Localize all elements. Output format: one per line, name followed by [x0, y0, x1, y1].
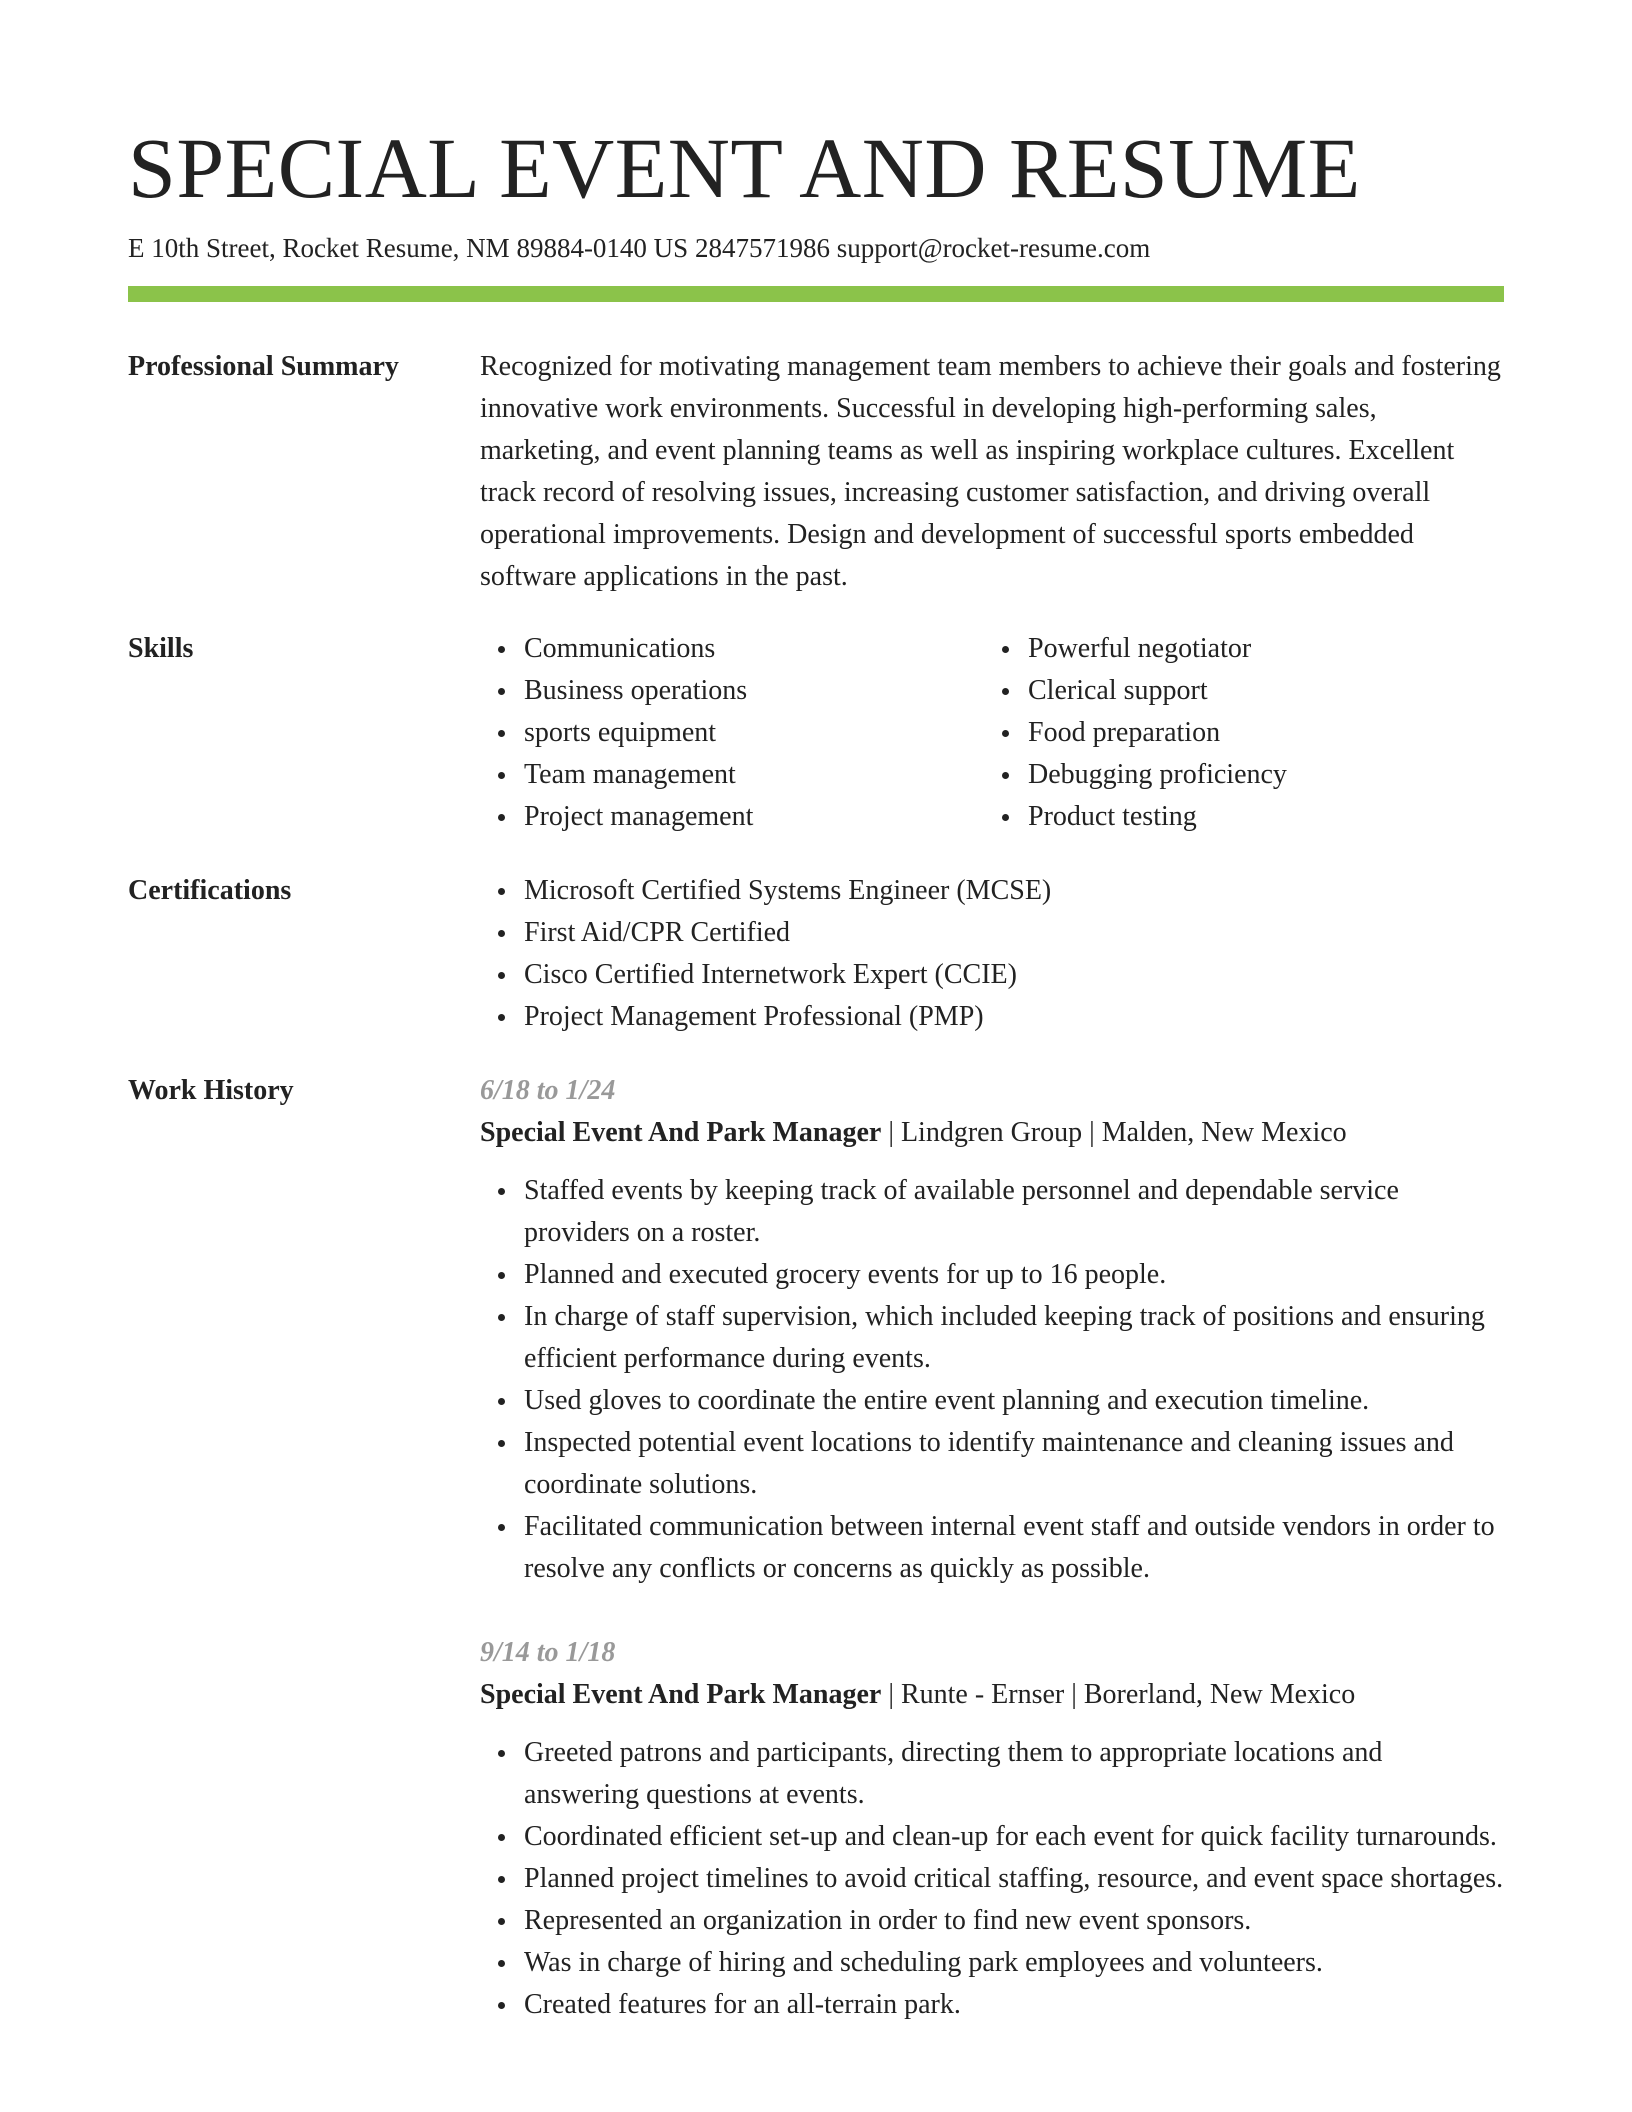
certifications-body [480, 870, 1504, 1038]
job-bullet: Planned project timelines to avoid critical staffing, resource, and event space shortages. [524, 1858, 1504, 1900]
certification-item: First Aid/CPR Certified [524, 912, 1504, 954]
certification-item: Project Management Professional (PMP) [524, 996, 1504, 1038]
summary-text: Recognized for motivating management team members to achieve their goals and fostering innovative work environments. Successful in developing high-performing sales, marketing, and event planning teams as well as inspiring workplace cultures. Excellent track record of resolving issues, increasing customer satisfaction, and driving overall operational improvements. Design and development of successful sports embedded software applications in the past. [480, 351, 1501, 592]
job-heading [480, 1674, 1504, 1716]
certification-item: Cisco Certified Internetwork Expert (CCIE) [524, 954, 1504, 996]
job-dates: 6/18 to 1/24 [480, 1075, 616, 1106]
job-title: Special Event And Park Manager [480, 1679, 882, 1710]
job-title: Special Event And Park Manager [480, 1117, 882, 1148]
skill-item: Project management [524, 796, 984, 838]
job-bullet: Coordinated efficient set-up and clean-up for each event for quick facility turnarounds. [524, 1816, 1504, 1858]
job-location: | Malden, New Mexico [1082, 1117, 1347, 1148]
skills-heading: Skills [128, 633, 194, 664]
skills-list-right [984, 628, 1488, 838]
header-divider [128, 286, 1504, 302]
skill-item: Communications [524, 628, 984, 670]
job-bullet: Represented an organization in order to find new event sponsors. [524, 1900, 1504, 1942]
skill-item: Product testing [1028, 796, 1488, 838]
job-company: | Lindgren Group [881, 1117, 1082, 1148]
contact-line [128, 230, 1150, 266]
job-bullet: Was in charge of hiring and scheduling park employees and volunteers. [524, 1942, 1504, 1984]
certifications-list [480, 870, 1504, 1038]
job-bullet: In charge of staff supervision, which included keeping track of positions and ensuring efficient performance during events. [524, 1296, 1504, 1380]
candidate-name: SPECIAL EVENT AND RESUME [128, 120, 1361, 216]
work-history-body [480, 1070, 1504, 2026]
contact-phone: 2847571986 [694, 233, 830, 263]
summary-body [480, 346, 1504, 598]
skill-item: Debugging proficiency [1028, 754, 1488, 796]
skill-item: Business operations [524, 670, 984, 712]
job-company: | Runte - Ernser [881, 1679, 1064, 1710]
job-bullet: Facilitated communication between internal event staff and outside vendors in order to resolve any conflicts or concerns as quickly as possible. [524, 1506, 1504, 1590]
job-bullet: Planned and executed grocery events for up to 16 people. [524, 1254, 1504, 1296]
work-history-heading: Work History [128, 1075, 294, 1106]
job-bullet: Inspected potential event locations to identify maintenance and cleaning issues and coordinate solutions. [524, 1422, 1504, 1506]
job-bullet: Staffed events by keeping track of available personnel and dependable service providers on a roster. [524, 1170, 1504, 1254]
skill-item: Food preparation [1028, 712, 1488, 754]
job-bullet: Created features for an all-terrain park. [524, 1984, 1504, 2026]
skill-item: Team management [524, 754, 984, 796]
skills-list-left [480, 628, 984, 838]
job-entry [480, 1632, 1504, 2026]
job-dates: 9/14 to 1/18 [480, 1637, 616, 1668]
certification-item: Microsoft Certified Systems Engineer (MCSE) [524, 870, 1504, 912]
job-heading [480, 1112, 1504, 1154]
job-location: | Borerland, New Mexico [1064, 1679, 1355, 1710]
job-bullet: Used gloves to coordinate the entire event planning and execution timeline. [524, 1380, 1504, 1422]
contact-email: support@rocket-resume.com [836, 233, 1151, 263]
job-entry [480, 1070, 1504, 1590]
job-bullets [480, 1732, 1504, 2026]
summary-heading: Professional Summary [128, 351, 399, 382]
contact-address: E 10th Street, Rocket Resume, NM 89884-0140 US [128, 233, 689, 263]
skill-item: sports equipment [524, 712, 984, 754]
skill-item: Clerical support [1028, 670, 1488, 712]
certifications-heading: Certifications [128, 875, 292, 906]
skills-columns [480, 628, 1504, 838]
skills-body [480, 628, 1504, 838]
skill-item: Powerful negotiator [1028, 628, 1488, 670]
job-bullet: Greeted patrons and participants, directing them to appropriate locations and answering questions at events. [524, 1732, 1504, 1816]
job-bullets [480, 1170, 1504, 1590]
